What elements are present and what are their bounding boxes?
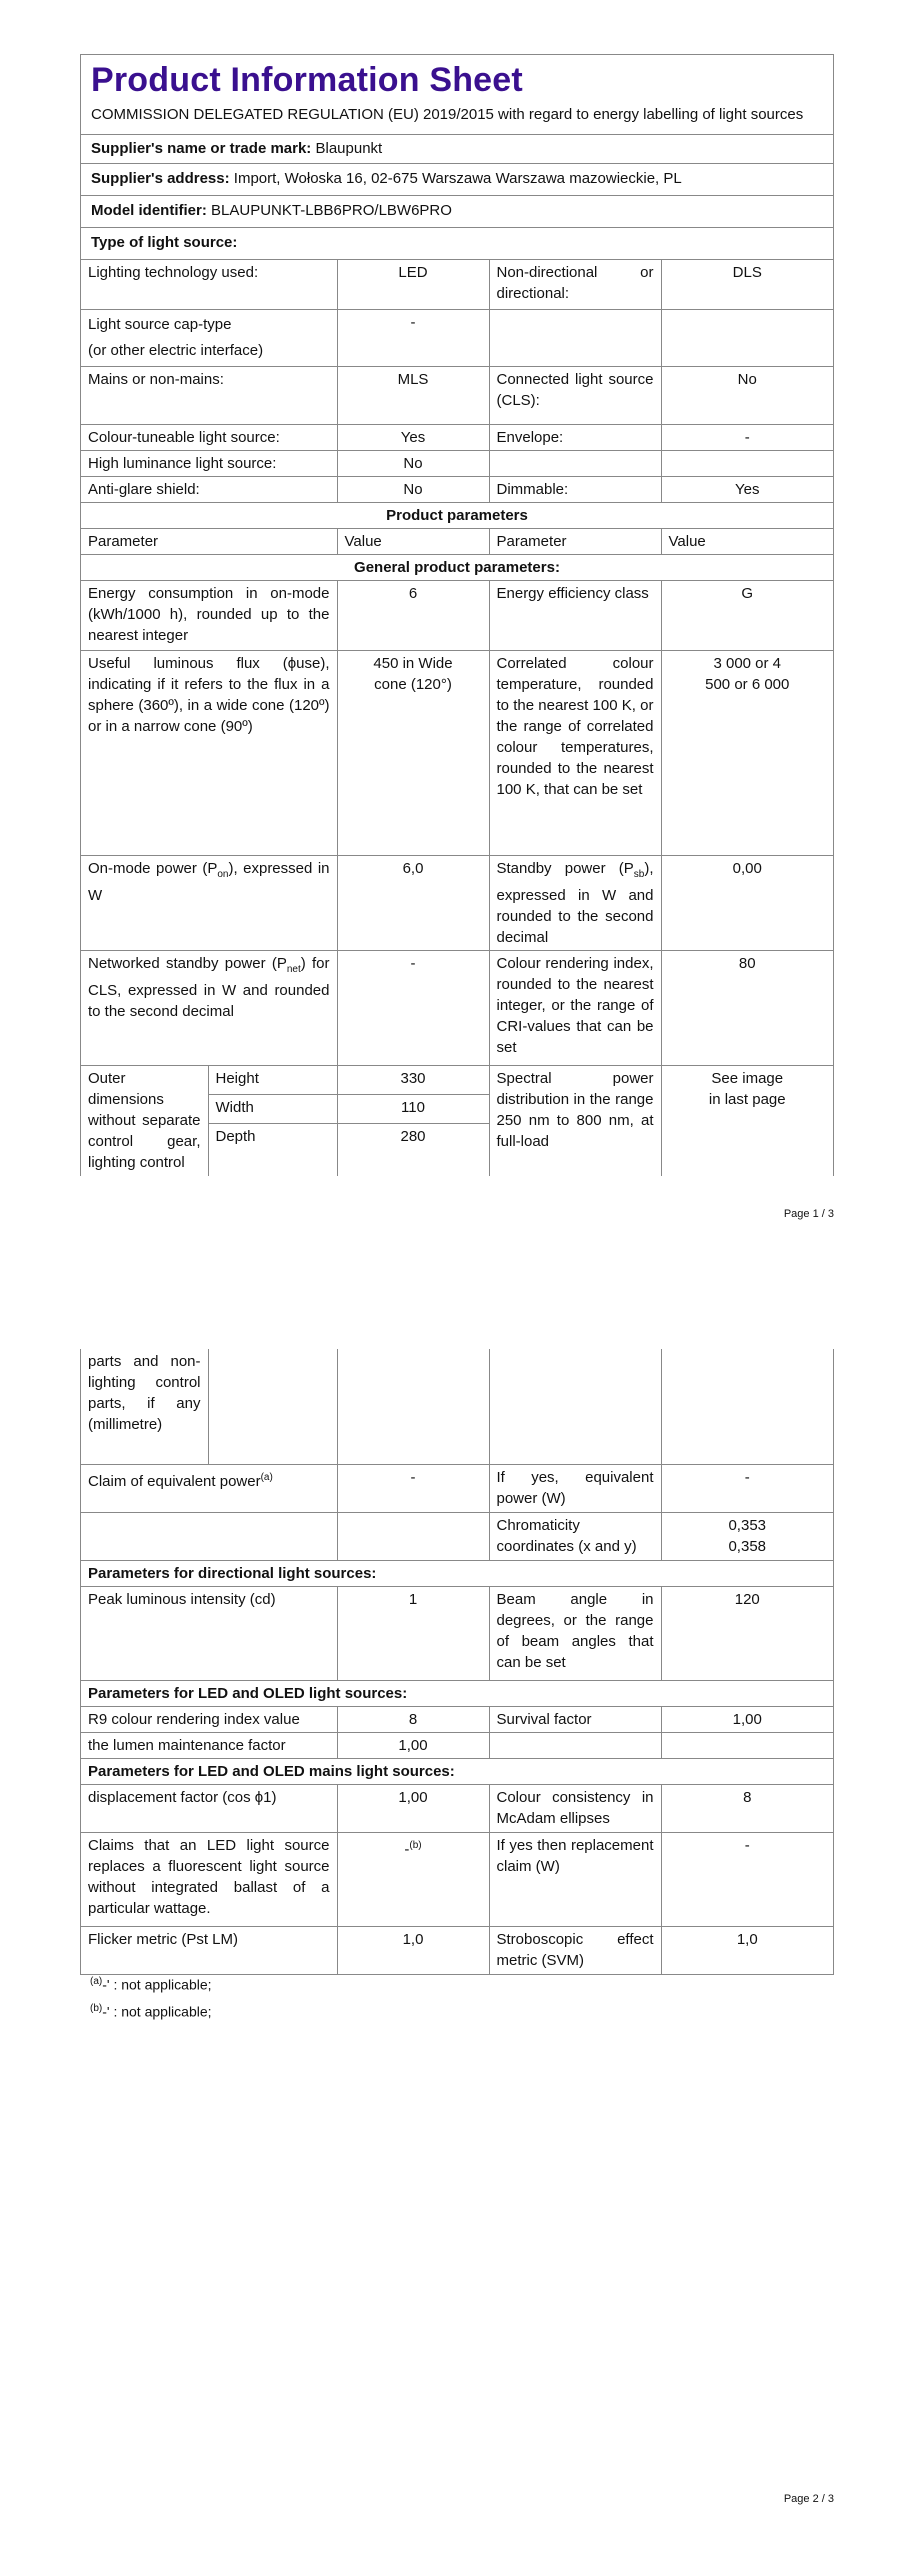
cap-type-value: - xyxy=(337,310,489,367)
height-label: Height xyxy=(208,1066,337,1095)
led-mains-parameters-header: Parameters for LED and OLED mains light sources: xyxy=(81,1758,833,1784)
replacement-w-label: If yes then replacement claim (W) xyxy=(489,1832,661,1926)
on-mode-power-label: On-mode power $(P_{on})$, expressed in W xyxy=(81,856,337,951)
product-parameters-header: Product parameters xyxy=(81,503,833,529)
empty-cell xyxy=(661,1732,833,1758)
model-row xyxy=(81,195,833,227)
model-label: Model identifier: xyxy=(91,202,207,219)
standby-power-label: Standby power $(P_{sb})$, expressed in W and rounded to the second decimal xyxy=(489,856,661,951)
height-value: 330 xyxy=(338,1066,489,1095)
standby-power-value: 0,00 xyxy=(661,856,833,951)
directional-value: DLS xyxy=(661,260,833,310)
info-sheet-frame xyxy=(80,54,834,1176)
beam-angle-value: 120 xyxy=(661,1586,833,1680)
networked-standby-value: - xyxy=(337,951,489,1066)
empty-cell xyxy=(337,1512,489,1560)
supplier-name-label: Supplier's name or trade mark: xyxy=(91,140,312,157)
empty-cell xyxy=(489,1349,661,1464)
spectral-power-value xyxy=(661,1066,833,1177)
directional-label: Non-directional or directional: xyxy=(489,260,661,310)
supplier-name-row xyxy=(81,134,833,163)
flicker-label: Flicker metric (Pst LM) xyxy=(81,1926,337,1974)
supplier-address-row xyxy=(81,163,833,195)
cap-type-label-line1: Light source cap-type xyxy=(88,316,232,333)
mains-value: MLS xyxy=(337,367,489,425)
empty-cell xyxy=(661,310,833,367)
high-luminance-label: High luminance light source: xyxy=(81,451,337,477)
peak-intensity-value: 1 xyxy=(337,1586,489,1680)
replacement-claims-label: Claims that an LED light source replaces a fluorescent light source without integrated ballast of a particular wattage. xyxy=(81,1832,337,1926)
antiglare-value: No xyxy=(337,477,489,503)
energy-consumption-value: 6 xyxy=(337,581,489,651)
cri-label: Colour rendering index, rounded to the nearest integer, or the range of CRI-values that can be set xyxy=(489,951,661,1066)
empty-cell xyxy=(489,451,661,477)
replacement-w-value: - xyxy=(661,1832,833,1926)
efficiency-class-value: G xyxy=(661,581,833,651)
displacement-factor-value: 1,00 xyxy=(337,1784,489,1832)
svm-value: 1,0 xyxy=(661,1926,833,1974)
general-parameters-header: General product parameters: xyxy=(81,555,833,581)
depth-value: 280 xyxy=(400,1128,426,1145)
tuneable-label: Colour-tuneable light source: xyxy=(81,425,337,451)
luminous-flux-value xyxy=(337,651,489,856)
dimensions-cell xyxy=(81,1066,337,1177)
column-header-value: Value xyxy=(337,529,489,555)
spectral-power-label: Spectral power distribution in the range 250 nm to 800 nm, at full-load xyxy=(489,1066,661,1177)
spectral-power-line2: in last page xyxy=(708,1091,786,1108)
type-label: Type of light source: xyxy=(91,234,238,251)
empty-cell xyxy=(337,1349,489,1464)
peak-intensity-label: Peak luminous intensity (cd) xyxy=(81,1586,337,1680)
empty-cell xyxy=(489,1732,661,1758)
model-value: BLAUPUNKT-LBB6PRO/LBW6PRO xyxy=(211,202,452,219)
efficiency-class-label: Energy efficiency class xyxy=(489,581,661,651)
chromaticity-value xyxy=(661,1512,833,1560)
cct-value xyxy=(661,651,833,856)
flicker-value: 1,0 xyxy=(337,1926,489,1974)
column-header-parameter: Parameter xyxy=(489,529,661,555)
mcadam-label: Colour consistency in McAdam ellipses xyxy=(489,1784,661,1832)
page-title: Product Information Sheet xyxy=(91,61,523,99)
svm-label: Stroboscopic effect metric (SVM) xyxy=(489,1926,661,1974)
antiglare-label: Anti-glare shield: xyxy=(81,477,337,503)
lighting-tech-value: LED xyxy=(337,260,489,310)
empty-cell xyxy=(661,451,833,477)
column-header-parameter: Parameter xyxy=(81,529,337,555)
footnote-a: $^{(a)}$-' : not applicable; xyxy=(90,1976,212,1993)
regulation-text: COMMISSION DELEGATED REGULATION (EU) 2019/2015 with regard to energy labelling of light sources xyxy=(91,106,804,123)
empty-cell xyxy=(81,1512,337,1560)
replacement-claims-value: -$^{(b)}$ xyxy=(337,1832,489,1926)
energy-consumption-label: Energy consumption in on-mode (kWh/1000 h), rounded up to the nearest integer xyxy=(81,581,337,651)
column-header-value: Value xyxy=(661,529,833,555)
tuneable-value: Yes xyxy=(337,425,489,451)
equivalent-power-claim-value: - xyxy=(337,1464,489,1512)
luminous-flux-label: Useful luminous flux (ϕuse), indicating if it refers to the flux in a sphere (360º), in a wide cone (120º) or in a narrow cone (90º) xyxy=(81,651,337,856)
info-sheet-frame-continued xyxy=(80,1349,834,1975)
depth-label: Depth xyxy=(215,1128,256,1145)
cct-label: Correlated colour temperature, rounded to the nearest 100 K, or the range of correlated colour temperatures, rounded to the nearest 100 K, that can be set xyxy=(489,651,661,856)
chromaticity-y: 0,358 xyxy=(728,1537,767,1555)
page-number: Page 2 / 3 xyxy=(783,2493,834,2505)
cap-type-label-line2: (or other electric interface) xyxy=(88,342,264,359)
dimensions-values xyxy=(337,1066,489,1177)
spectral-power-line1: See image xyxy=(711,1070,784,1087)
footnote-b: $^{(b)}$-' : not applicable; xyxy=(90,2002,212,2020)
supplier-address-value: Import, Wołoska 16, 02-675 Warszawa Warszawa mazowieckie, PL xyxy=(233,170,682,187)
supplier-address-label: Supplier's address: xyxy=(91,170,230,187)
cls-label: Connected light source (CLS): xyxy=(489,367,661,425)
luminous-flux-line2: cone (120°) xyxy=(374,676,452,693)
parameters-table-p1 xyxy=(81,259,833,1176)
cct-line1: 3 000 or 4 xyxy=(713,655,782,672)
r9-value: 8 xyxy=(337,1706,489,1732)
envelope-label: Envelope: xyxy=(489,425,661,451)
cct-line2: 500 or 6 000 xyxy=(705,676,790,693)
empty-cell xyxy=(208,1349,337,1464)
displacement-factor-label: displacement factor (cos ϕ1) xyxy=(81,1784,337,1832)
supplier-name-value: Blaupunkt xyxy=(315,140,383,157)
empty-cell xyxy=(489,310,661,367)
cri-value: 80 xyxy=(661,951,833,1066)
beam-angle-label: Beam angle in degrees, or the range of beam angles that can be set xyxy=(489,1586,661,1680)
mcadam-value: 8 xyxy=(661,1784,833,1832)
width-label: Width xyxy=(208,1095,337,1124)
envelope-value: - xyxy=(661,425,833,451)
lighting-tech-label: Lighting technology used: xyxy=(81,260,337,310)
dimensions-label-part2: parts and non-lighting control parts, if any (millimetre) xyxy=(81,1349,208,1464)
led-parameters-header: Parameters for LED and OLED light sources: xyxy=(81,1680,833,1706)
footnotes xyxy=(90,1970,212,2023)
survival-factor-label: Survival factor xyxy=(489,1706,661,1732)
networked-standby-label: Networked standby power $(P_{net})$ for CLS, expressed in W and rounded to the second decimal xyxy=(81,951,337,1066)
high-luminance-value: No xyxy=(337,451,489,477)
cls-value: No xyxy=(661,367,833,425)
empty-cell xyxy=(661,1349,833,1464)
page-2 xyxy=(0,1280,905,2560)
equivalent-power-w-value: - xyxy=(661,1464,833,1512)
on-mode-power-value: 6,0 xyxy=(337,856,489,951)
lumen-maintenance-value: 1,00 xyxy=(337,1732,489,1758)
dimmable-value: Yes xyxy=(661,477,833,503)
dimmable-label: Dimmable: xyxy=(489,477,661,503)
page-number: Page 1 / 3 xyxy=(783,1208,834,1220)
luminous-flux-line1: 450 in Wide xyxy=(373,655,453,672)
equivalent-power-w-label: If yes, equivalent power (W) xyxy=(489,1464,661,1512)
mains-label: Mains or non-mains: xyxy=(81,367,337,425)
dimensions-label-part1: Outer dimensions without separate control gear, lighting control xyxy=(81,1066,208,1176)
type-row xyxy=(81,227,833,259)
survival-factor-value: 1,00 xyxy=(661,1706,833,1732)
cap-type-label xyxy=(81,310,337,367)
parameters-table-p2 xyxy=(81,1349,833,1975)
chromaticity-label: Chromaticity coordinates (x and y) xyxy=(489,1512,661,1560)
equivalent-power-claim-label: Claim of equivalent power$^{(a)}$ xyxy=(81,1464,337,1512)
r9-label: R9 colour rendering index value xyxy=(81,1706,337,1732)
directional-parameters-header: Parameters for directional light sources: xyxy=(81,1560,833,1586)
width-value: 110 xyxy=(338,1095,489,1124)
chromaticity-x: 0,353 xyxy=(728,1516,767,1534)
lumen-maintenance-label: the lumen maintenance factor xyxy=(81,1732,337,1758)
